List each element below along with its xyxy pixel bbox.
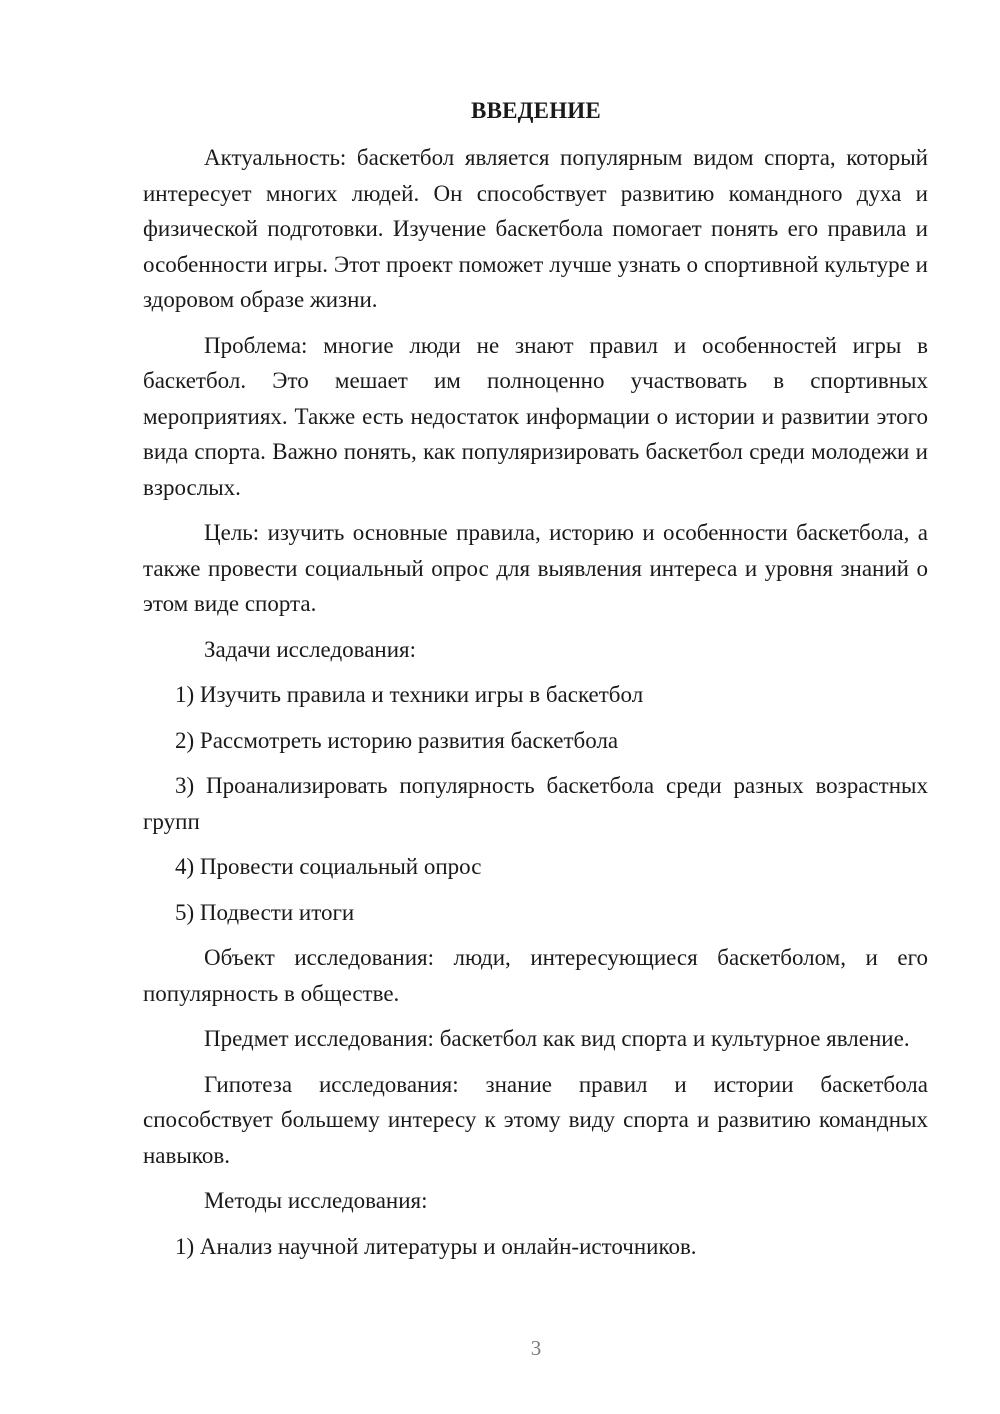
paragraph-goal: Цель: изучить основные правила, историю и особенности баскетбола, а также провести социальный опрос для выявления интереса и уровня знаний о этом виде спорта. [143,520,928,616]
list-item-task-4: 4) Провести социальный опрос [175,854,482,879]
paragraph-problem: Проблема: многие люди не знают правил и особенностей игры в баскетбол. Это мешает им полноценно участвовать в спортивных мероприятиях. Также есть недостаток информации о истории и развитии этого вида спорта. Важно понять, как популяризировать баскетбол среди молодежи и взрослых. [143,332,928,500]
paragraph-relevance: Актуальность: баскетбол является популярным видом спорта, который интересует многих людей. Он способствует развитию командного духа и физической подготовки. Изучение баскетбола помогает понять его правила и особенности игры. Этот проект поможет лучше узнать о спортивной культуре и здоровом образе жизни. [143,145,928,312]
page-number: 3 [530,1336,542,1360]
list-item-task-3: 3) Проанализировать популярность баскетбола среди разных возрастных групп [143,773,928,834]
list-item-task-2: 2) Рассмотреть историю развития баскетбола [175,727,619,753]
tasks-heading: Задачи исследования: [204,636,417,662]
list-item-task-5: 5) Подвести итоги [175,899,355,925]
paragraph-subject: Предмет исследования: баскетбол как вид спорта и культурное явление. [204,1026,910,1051]
paragraph-object: Объект исследования: люди, интересующиеся баскетболом, и его популярность в обществе. [143,945,928,1006]
list-item-task-1: 1) Изучить правила и техники игры в баскетбол [175,682,644,707]
page-title: ВВЕДЕНИЕ [471,98,601,123]
methods-heading: Методы исследования: [204,1188,428,1213]
document-body [143,140,928,1274]
paragraph-hypothesis: Гипотеза исследования: знание правил и истории баскетбола способствует большему интересу к этому виду спорта и развитию командных навыков. [143,1071,928,1168]
list-item-method-1: 1) Анализ научной литературы и онлайн-источников. [175,1233,697,1259]
